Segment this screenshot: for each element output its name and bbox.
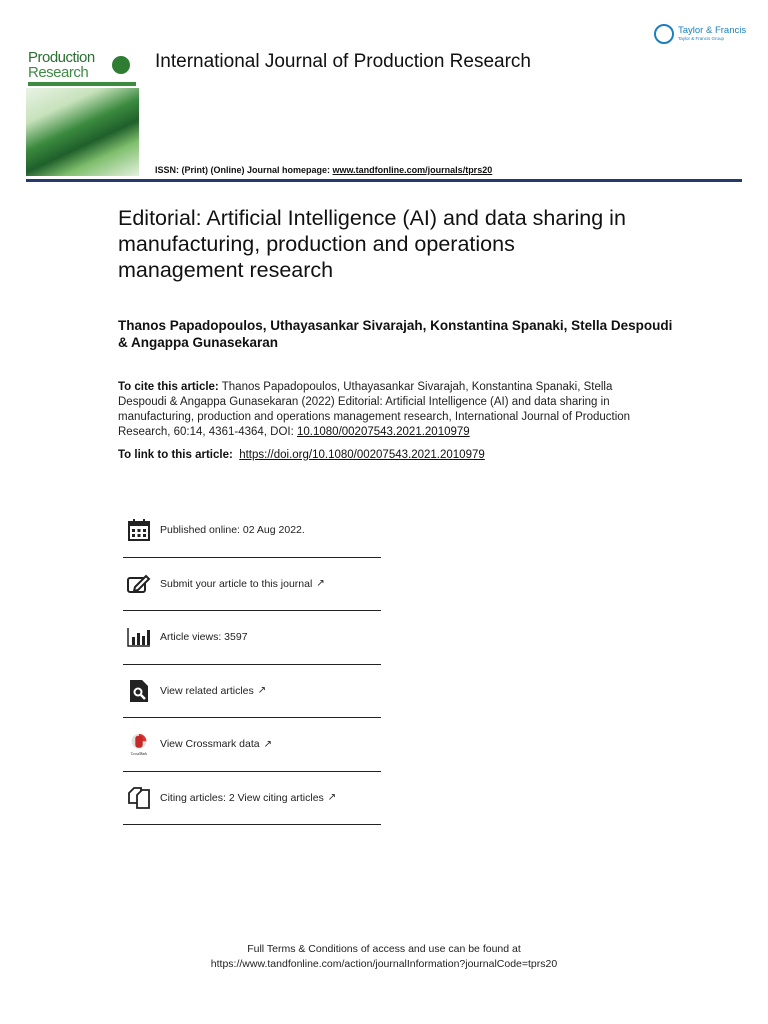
publisher-name: Taylor & Francis xyxy=(678,25,747,36)
footer-terms-url[interactable]: https://www.tandfonline.com/action/journalInformation?journalCode=tprs20 xyxy=(210,958,558,970)
issn-text: ISSN: (Print) (Online) Journal homepage: xyxy=(155,165,333,175)
publisher-group: Taylor & Francis Group xyxy=(678,36,725,41)
cover-header-strip xyxy=(26,28,139,44)
issn-line xyxy=(155,165,492,175)
article-title: Editorial: Artificial Intelligence (AI) and data sharing in manufacturing, production and operations management research xyxy=(118,206,626,282)
submit-row[interactable] xyxy=(123,558,381,612)
calendar-icon xyxy=(127,518,151,542)
crossmark-icon xyxy=(127,732,151,756)
footer-terms xyxy=(0,942,768,972)
bar-chart-icon xyxy=(127,625,151,649)
article-doi-url[interactable]: https://doi.org/10.1080/00207543.2021.2010979 xyxy=(239,449,485,461)
publisher-logo-icon xyxy=(654,24,674,44)
publisher-logo xyxy=(654,24,746,44)
related-row[interactable] xyxy=(123,665,381,719)
journal-cover-image xyxy=(26,28,139,176)
published-row xyxy=(123,504,381,558)
view-crossmark-link[interactable]: View Crossmark data xyxy=(160,738,260,751)
view-related-articles-link[interactable]: View related articles xyxy=(160,684,254,697)
citing-row[interactable] xyxy=(123,772,381,826)
journal-title: International Journal of Production Research xyxy=(155,51,532,72)
citing-articles-link[interactable]: Citing articles: 2 View citing articles xyxy=(160,791,324,804)
citation-block xyxy=(118,380,658,440)
published-date: Published online: 02 Aug 2022. xyxy=(160,524,305,537)
journal-homepage-link[interactable]: www.tandfonline.com/journals/tprs20 xyxy=(332,165,493,175)
cover-title-line2: Research xyxy=(28,64,89,81)
views-row xyxy=(123,611,381,665)
footer-line1: Full Terms & Conditions of access and use can be found at xyxy=(247,943,521,955)
edit-icon xyxy=(127,572,151,596)
external-link-icon: ↗ xyxy=(316,578,325,590)
article-views: Article views: 3597 xyxy=(160,631,248,644)
external-link-icon: ↗ xyxy=(327,792,337,804)
crossmark-row[interactable] xyxy=(123,718,381,772)
cite-label: To cite this article: xyxy=(118,381,219,393)
link-label: To link to this article: xyxy=(118,449,233,461)
article-authors: Thanos Papadopoulos, Uthayasankar Sivarajah, Konstantina Spanaki, Stella Despoudi & Angappa Gunasekaran xyxy=(118,318,673,350)
article-info-list xyxy=(123,504,381,825)
cite-text: Thanos Papadopoulos, Uthayasankar Sivarajah, Konstantina Spanaki, Stella Despoudi & Angappa Gunasekaran (2022) Editorial: Artificial Intelligence (AI) and data sharing in manufacturing, production and operations management research, International Journal of Production Research, 60:14, 4361-4364, DOI: xyxy=(118,381,631,438)
citing-articles-icon xyxy=(127,786,151,810)
cover-leaf-image xyxy=(26,88,139,176)
cover-band xyxy=(28,82,136,86)
crossmark-logo-text: CrossMark xyxy=(130,752,148,757)
document-search-icon xyxy=(127,679,151,703)
header-divider xyxy=(26,179,742,182)
external-link-icon: ↗ xyxy=(263,738,272,750)
external-link-icon: ↗ xyxy=(257,685,267,697)
cover-seal-icon xyxy=(112,56,130,74)
article-link-line xyxy=(118,449,485,461)
submit-article-link[interactable]: Submit your article to this journal xyxy=(160,577,313,590)
doi-link[interactable]: 10.1080/00207543.2021.2010979 xyxy=(297,426,470,438)
cover-title-line1: Production xyxy=(28,49,95,66)
